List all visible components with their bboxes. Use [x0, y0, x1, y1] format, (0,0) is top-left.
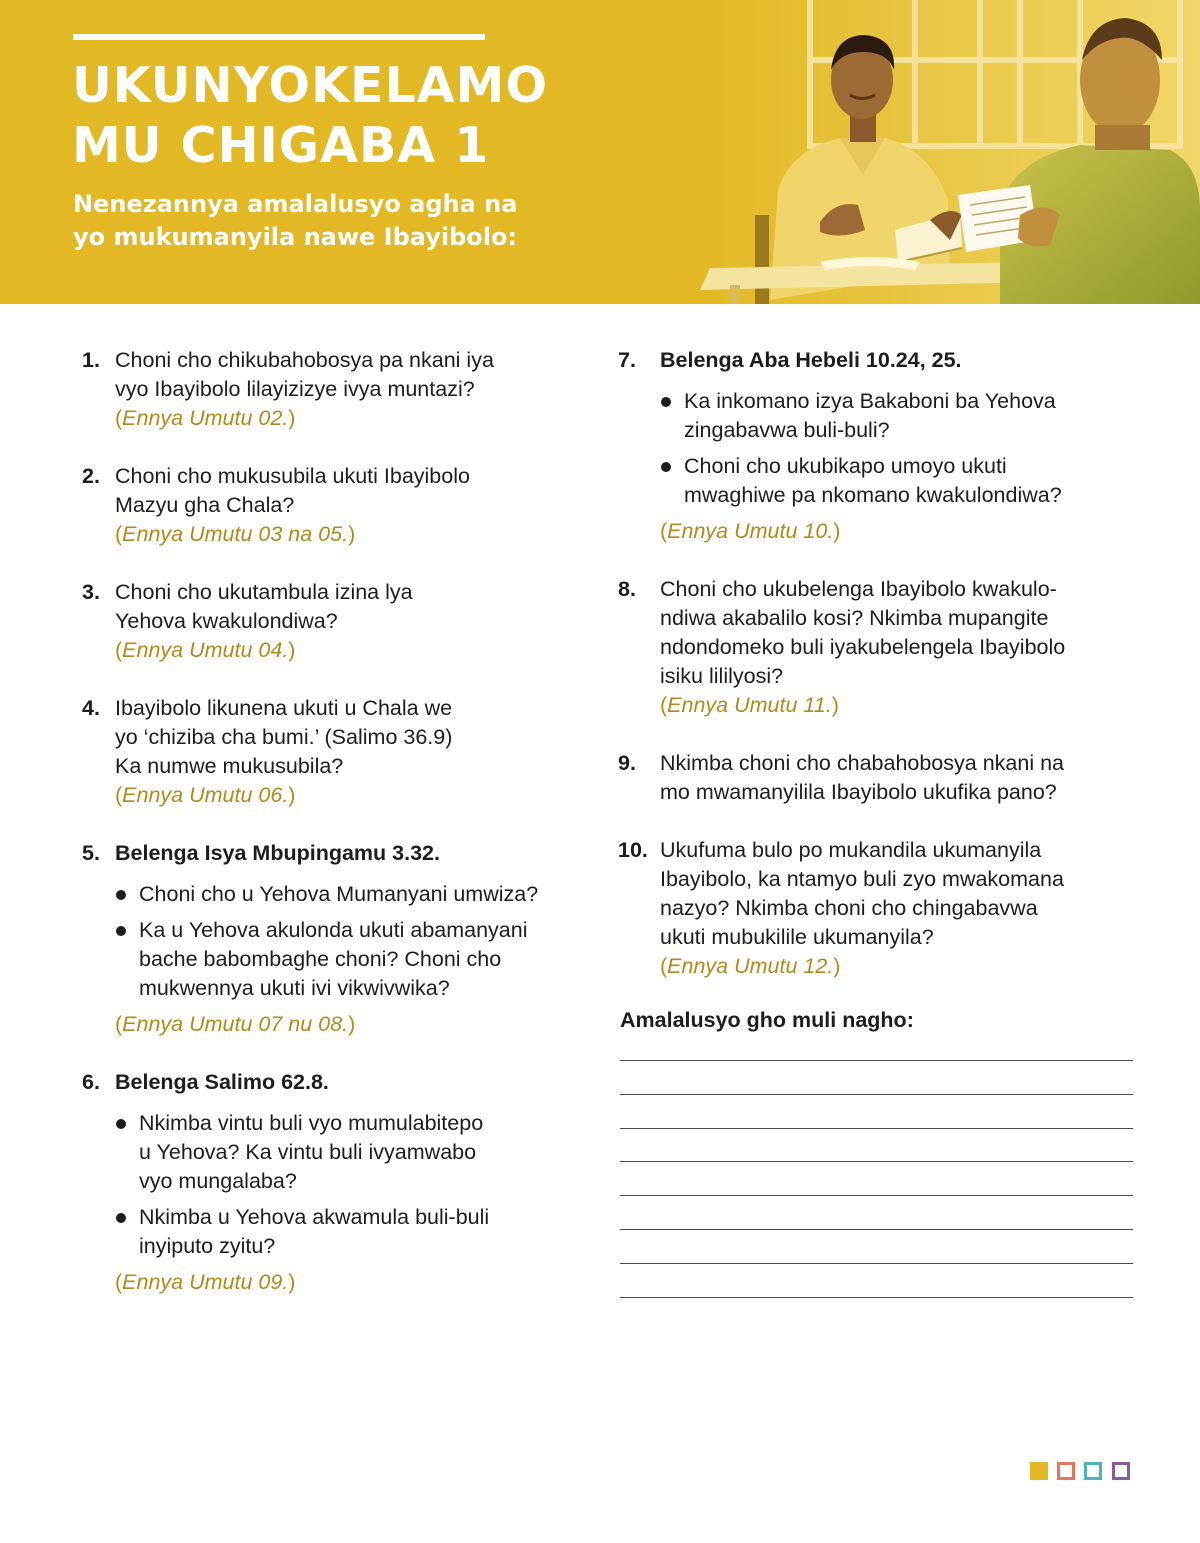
- question-number: 10.: [618, 838, 648, 862]
- question-text: Choni cho chikubahobosya pa nkani iya vyo Ibayibolo lilayizizye ivya muntazi?: [115, 348, 494, 401]
- reference-text: Ennya Umutu 03 na 05.: [122, 522, 349, 546]
- page-title: UKUNYOKELAMO MU CHIGABA 1: [72, 57, 549, 174]
- questions-left-column: [82, 346, 572, 1326]
- answer-line[interactable]: [620, 1161, 1133, 1162]
- reference-text: Ennya Umutu 02.: [122, 406, 289, 430]
- bullet-item: Choni cho u Yehova Mumanyani umwiza?: [115, 880, 572, 909]
- outline-square-icon: [1112, 1462, 1130, 1480]
- reference-text: Ennya Umutu 09.: [122, 1270, 289, 1294]
- question-text: Choni cho ukutambula izina lya Yehova kwakulondiwa?: [115, 580, 413, 633]
- page-subtitle: Nenezannya amalalusyo agha na yo mukumanyila nawe Ibayibolo:: [73, 190, 518, 251]
- reference-text: Ennya Umutu 04.: [122, 638, 289, 662]
- reference-note: (Ennya Umutu 04.): [115, 638, 296, 662]
- question-item: [82, 346, 572, 433]
- filled-square-icon: [1030, 1462, 1048, 1480]
- question-text: Ibayibolo likunena ukuti u Chala we yo ‘chiziba cha bumi.’ (Salimo 36.9) Ka numwe mukusubila?: [115, 696, 453, 778]
- bullet-dot-icon: [661, 397, 671, 407]
- bullet-item: Choni cho ukubikapo umoyo ukuti mwaghiwe pa nkomano kwakulondiwa?: [660, 452, 1138, 510]
- question-number: 3.: [82, 580, 100, 604]
- reference-note: (Ennya Umutu 06.): [115, 783, 296, 807]
- question-item: [82, 578, 572, 665]
- question-number: 2.: [82, 464, 100, 488]
- bullet-dot-icon: [116, 1119, 126, 1129]
- bullet-item: Nkimba u Yehova akwamula buli-buli inyiputo zyitu?: [115, 1203, 572, 1261]
- scripture-reading: Belenga Aba Hebeli 10.24, 25.: [660, 348, 962, 372]
- reference-text: Ennya Umutu 10.: [667, 519, 834, 543]
- bullet-item: Nkimba vintu buli vyo mumulabitepo u Yehova? Ka vintu buli ivyamwabo vyo mungalaba?: [115, 1109, 572, 1196]
- question-item: [618, 346, 1138, 546]
- question-text: Ukufuma bulo po mukandila ukumanyila Ibayibolo, ka ntamyo buli zyo mwakomana nazyo? Nkimba choni cho chingabavwa ukuti mubukilile ukumanyila?: [660, 838, 1064, 949]
- two-men-bible-study-illustration: [700, 0, 1200, 304]
- header-banner: [0, 0, 1200, 304]
- header-rule: [73, 34, 485, 40]
- answer-line[interactable]: [620, 1128, 1133, 1129]
- question-item: [82, 694, 572, 810]
- reference-text: Ennya Umutu 11.: [667, 693, 832, 717]
- questions-right-column: [618, 346, 1138, 1010]
- question-item: [618, 575, 1138, 720]
- reference-text: Ennya Umutu 06.: [122, 783, 289, 807]
- answers-label: Amalalusyo gho muli nagho:: [620, 1008, 914, 1032]
- question-text: Choni cho ukubelenga Ibayibolo kwakulo- ndiwa akabalilo kosi? Nkimba mupangite ndondomeko buli iyakubelengela Ibayibolo isiku lililyosi?: [660, 577, 1066, 688]
- reference-note: (Ennya Umutu 09.): [115, 1270, 296, 1294]
- question-text: Nkimba choni cho chabahobosya nkani na mo mwamanyilila Ibayibolo ukufika pano?: [660, 751, 1064, 804]
- scripture-reading: Belenga Salimo 62.8.: [115, 1070, 329, 1094]
- answer-line[interactable]: [620, 1094, 1133, 1095]
- answer-line[interactable]: [620, 1263, 1133, 1264]
- reference-note: (Ennya Umutu 07 nu 08.): [115, 1012, 356, 1036]
- bullet-item: Ka u Yehova akulonda ukuti abamanyani bache babombaghe choni? Choni cho mukwennya ukuti ivi vikwivwika?: [115, 916, 572, 1003]
- reference-note: (Ennya Umutu 12.): [660, 954, 841, 978]
- bullet-dot-icon: [661, 462, 671, 472]
- outline-square-icon: [1084, 1462, 1102, 1480]
- question-number: 4.: [82, 696, 100, 720]
- question-item: [618, 749, 1138, 807]
- question-item: [82, 839, 572, 1039]
- question-number: 9.: [618, 751, 636, 775]
- bullet-list: [660, 387, 1138, 510]
- question-item: [82, 1068, 572, 1297]
- question-number: 8.: [618, 577, 636, 601]
- question-number: 5.: [82, 841, 100, 865]
- answer-line[interactable]: [620, 1060, 1133, 1061]
- question-text: Choni cho mukusubila ukuti Ibayibolo Mazyu gha Chala?: [115, 464, 470, 517]
- scripture-reading: Belenga Isya Mbupingamu 3.32.: [115, 841, 440, 865]
- reference-note: (Ennya Umutu 02.): [115, 406, 296, 430]
- bullet-dot-icon: [116, 890, 126, 900]
- bullet-dot-icon: [116, 1213, 126, 1223]
- bullet-item: Ka inkomano izya Bakaboni ba Yehova zingabavwa buli-buli?: [660, 387, 1138, 445]
- question-item: [82, 462, 572, 549]
- bullet-dot-icon: [116, 926, 126, 936]
- reference-text: Ennya Umutu 07 nu 08.: [122, 1012, 349, 1036]
- outline-square-icon: [1057, 1462, 1075, 1480]
- reference-note: (Ennya Umutu 03 na 05.): [115, 522, 356, 546]
- reference-note: (Ennya Umutu 10.): [660, 519, 841, 543]
- question-item: [618, 836, 1138, 981]
- reference-text: Ennya Umutu 12.: [667, 954, 834, 978]
- bullet-list: [115, 880, 572, 1003]
- question-number: 7.: [618, 348, 636, 372]
- reference-note: (Ennya Umutu 11.): [660, 693, 839, 717]
- bullet-list: [115, 1109, 572, 1261]
- question-number: 6.: [82, 1070, 100, 1094]
- answer-line[interactable]: [620, 1229, 1133, 1230]
- answer-line[interactable]: [620, 1297, 1133, 1298]
- answer-line[interactable]: [620, 1195, 1133, 1196]
- question-number: 1.: [82, 348, 100, 372]
